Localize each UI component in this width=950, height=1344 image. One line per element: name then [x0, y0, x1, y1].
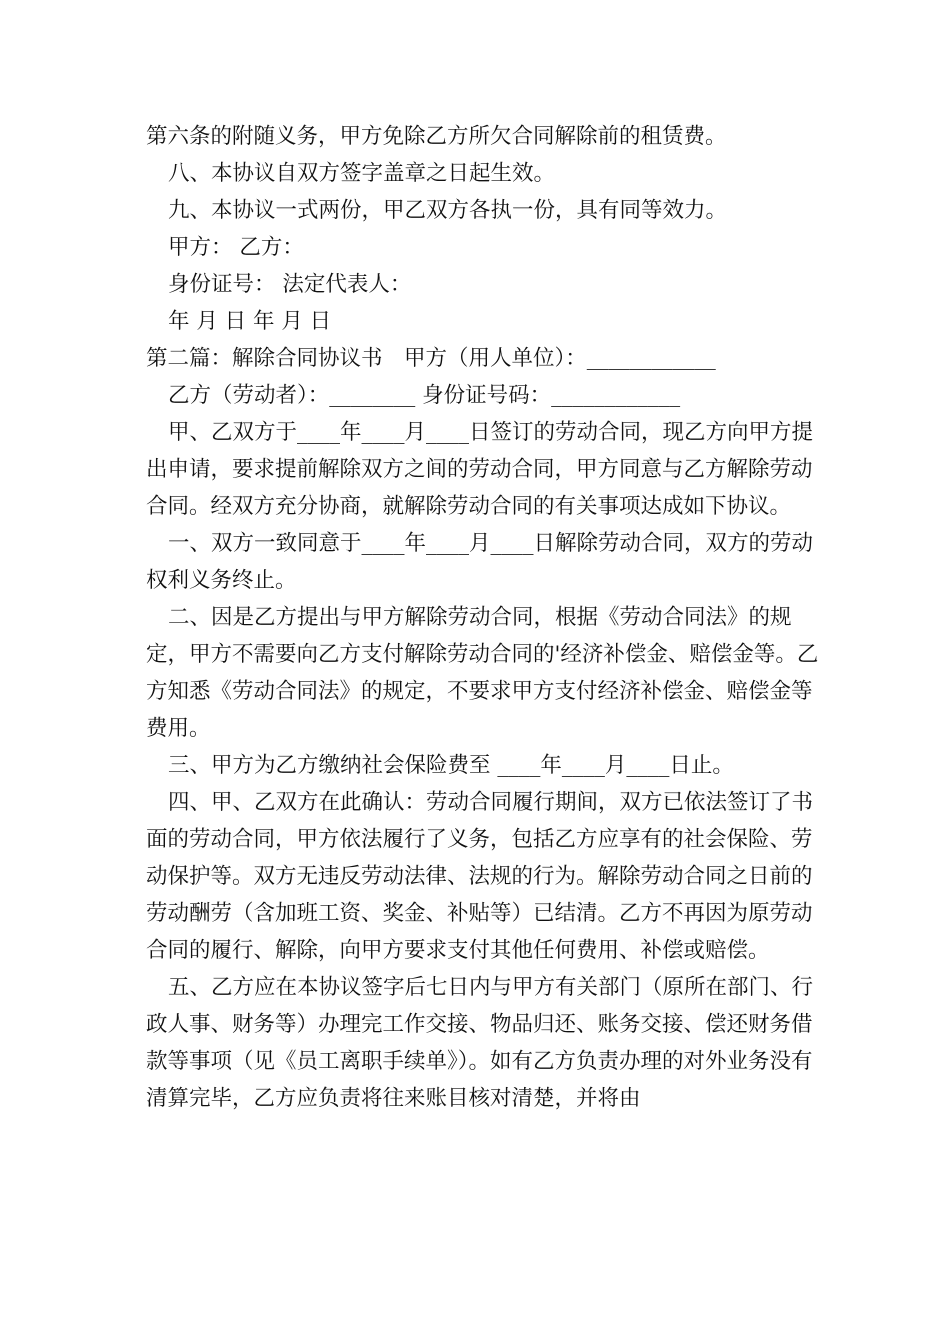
paragraph-10: 一、双方一致同意于____年____月____日解除劳动合同，双方的劳动权利义务终止。	[146, 531, 814, 593]
document-body	[146, 118, 826, 1117]
paragraph-12: 三、甲方为乙方缴纳社会保险费至 ____年____月____日止。	[168, 753, 734, 778]
paragraph-4: 甲方： 乙方：	[168, 235, 304, 260]
paragraph-13: 四、甲、乙双方在此确认：劳动合同履行期间，双方已依法签订了书面的劳动合同，甲方依法履行了义务，包括乙方应享有的社会保险、劳动保护等。双方无违反劳动法律、法规的行为。解除劳动合同之日前的劳动酬劳（含加班工资、奖金、补贴等）已结清。乙方不再因为原劳动合同的履行、解除，向甲方要求支付其他任何费用、补偿或赔偿。	[146, 790, 814, 963]
paragraph-6: 年 月 日 年 月 日	[168, 309, 332, 334]
paragraph-5: 身份证号： 法定代表人：	[168, 272, 412, 297]
paragraph-1: 第六条的附随义务，甲方免除乙方所欠合同解除前的租赁费。	[146, 124, 727, 149]
paragraph-8: 乙方（劳动者）：________ 身份证号码：____________	[168, 383, 681, 408]
paragraph-2: 八、本协议自双方签字盖章之日起生效。	[168, 161, 556, 186]
paragraph-7: 第二篇：解除合同协议书 甲方（用人单位）：____________	[146, 346, 716, 371]
paragraph-9: 甲、乙双方于____年____月____日签订的劳动合同，现乙方向甲方提出申请，要求提前解除双方之间的劳动合同，甲方同意与乙方解除劳动合同。经双方充分协商，就解除劳动合同的有关事项达成如下协议。	[146, 420, 814, 519]
paragraph-11: 二、因是乙方提出与甲方解除劳动合同，根据《劳动合同法》的规定，甲方不需要向乙方支付解除劳动合同的'经济补偿金、赔偿金等。乙方知悉《劳动合同法》的规定，不要求甲方支付经济补偿金、赔偿金等费用。	[146, 605, 819, 741]
paragraph-3: 九、本协议一式两份，甲乙双方各执一份，具有同等效力。	[168, 198, 728, 223]
paragraph-14: 五、乙方应在本协议签字后七日内与甲方有关部门（原所在部门、行政人事、财务等）办理完工作交接、物品归还、账务交接、偿还财务借款等事项（见《员工离职手续单》）。如有乙方负责办理的对外业务没有清算完毕，乙方应负责将往来账目核对清楚，并将由	[146, 975, 814, 1111]
